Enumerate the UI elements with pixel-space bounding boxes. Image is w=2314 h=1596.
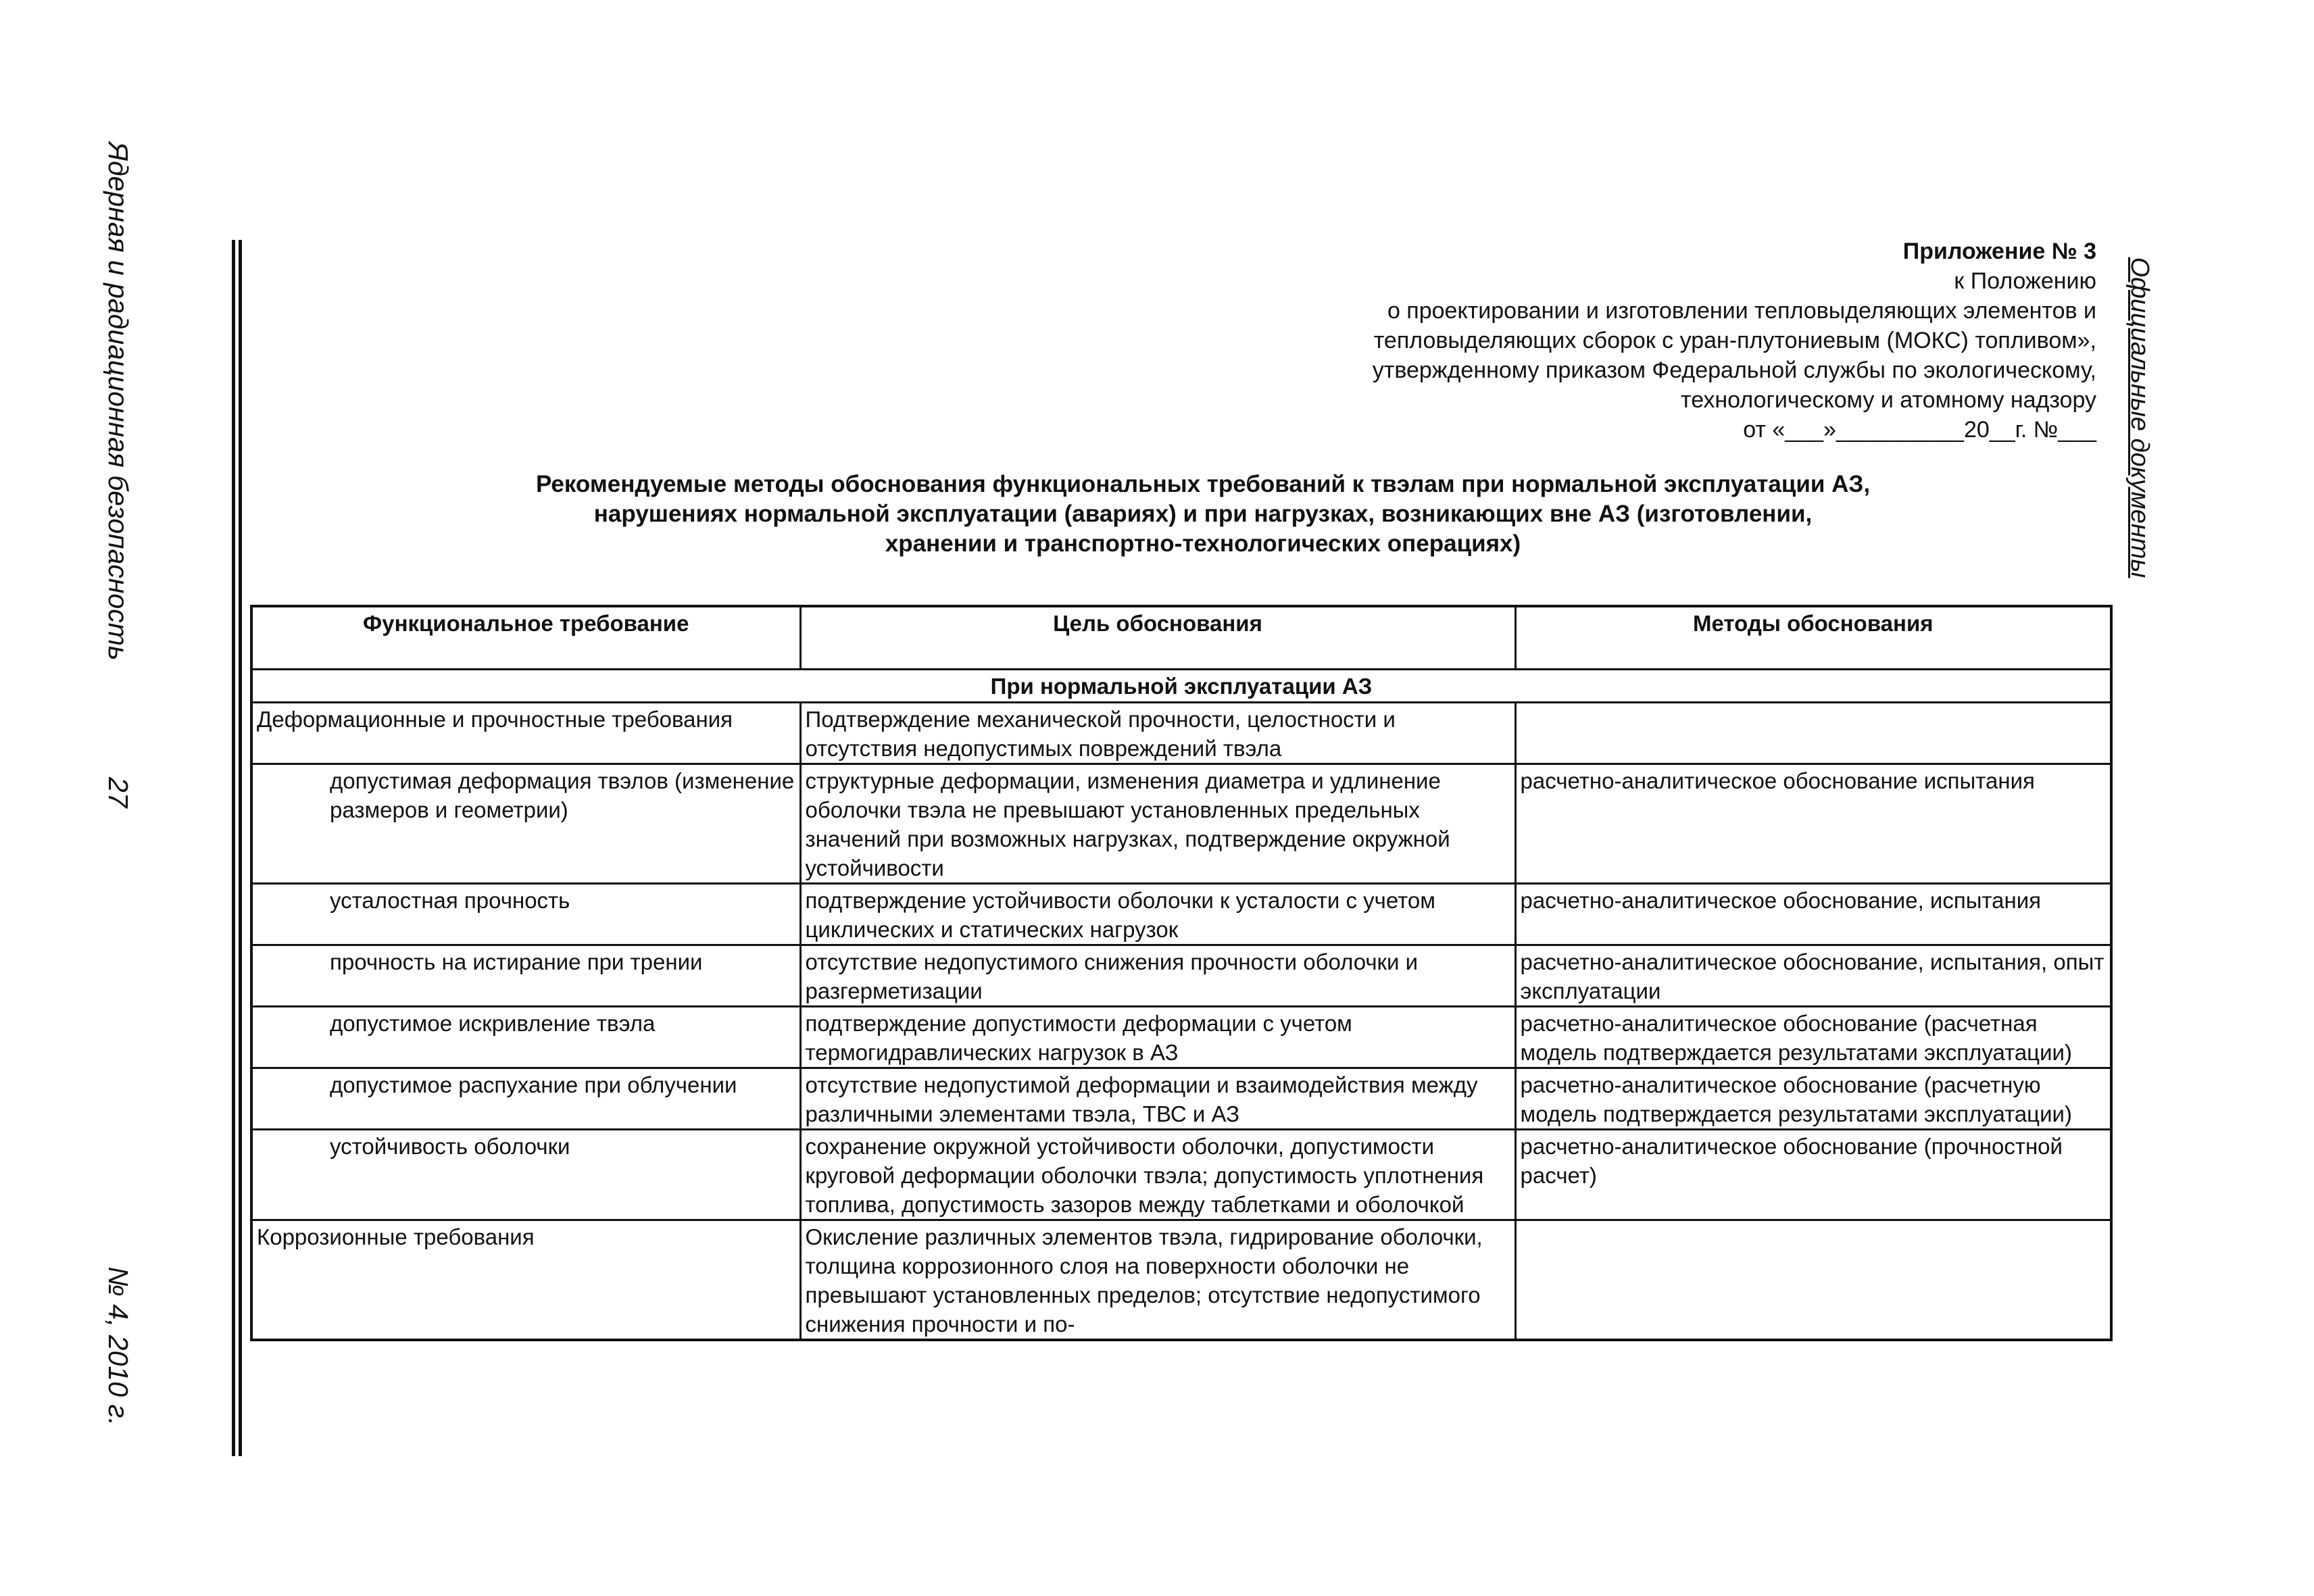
appendix-line: к Положению	[1954, 268, 2096, 294]
title-line: нарушениях нормальной эксплуатации (авариях) и при нагрузках, возникающих вне АЗ (изготовлении,	[593, 501, 1813, 527]
table-row	[251, 703, 2111, 764]
requirement-cell: допустимое искривление твэла	[251, 1007, 800, 1068]
methods-cell: расчетно-аналитическое обоснование, испытания, опыт эксплуатации	[1515, 945, 2111, 1007]
appendix-line: о проектировании и изготовлении тепловыделяющих элементов и	[1387, 298, 2096, 324]
appendix-number: Приложение № 3	[1902, 239, 2096, 264]
journal-name: Ядерная и радиационная безопасность	[103, 142, 134, 661]
table-row	[251, 1068, 2111, 1130]
issue-number: № 4, 2010 г.	[103, 1266, 134, 1426]
left-margin-running-header	[91, 142, 145, 1426]
goal-cell: Окисление различных элементов твэла, гидрирование оболочки, толщина коррозионного слоя на поверхности оболочки не превышают установленных пределов; отсутствие недопустимого снижения прочности и по-	[800, 1220, 1515, 1341]
requirement-cell: усталостная прочность	[251, 884, 800, 945]
appendix-line: от «___»__________20__г. №___	[1743, 417, 2096, 443]
section-label-official-documents: Официальные документы	[2125, 257, 2154, 578]
goal-cell: сохранение окружной устойчивости оболочки, допустимости круговой деформации оболочки твэла; допустимость уплотнения топлива, допустимость зазоров между таблетками и оболочкой	[800, 1130, 1515, 1220]
goal-cell: структурные деформации, изменения диаметра и удлинение оболочки твэла не превышают установленных предельных значений при возможных нагрузках, подтверждение окружной устойчивости	[800, 764, 1515, 884]
appendix-line: технологическому и атомному надзору	[1681, 387, 2096, 413]
appendix-line: тепловыделяющих сборок с уран-плутониевым (МОКС) топливом»,	[1373, 328, 2096, 353]
table-row	[251, 1220, 2111, 1341]
requirement-cell: допустимая деформация твэлов (изменение размеров и геометрии)	[251, 764, 800, 884]
column-header-methods: Методы обоснования	[1515, 606, 2111, 670]
section-row	[251, 670, 2111, 703]
goal-cell: подтверждение допустимости деформации с учетом термогидравлических нагрузок в АЗ	[800, 1007, 1515, 1068]
methods-cell: расчетно-аналитическое обоснование (прочностной расчет)	[1515, 1130, 2111, 1220]
requirement-cell: прочность на истирание при трении	[251, 945, 800, 1007]
section-title: При нормальной эксплуатации АЗ	[251, 670, 2111, 703]
methods-cell: расчетно-аналитическое обоснование (расчетная модель подтверждается результатами эксплуатации)	[1515, 1007, 2111, 1068]
methods-cell: расчетно-аналитическое обоснование испытания	[1515, 764, 2111, 884]
methods-cell: расчетно-аналитическое обоснование (расчетную модель подтверждается результатами эксплуатации)	[1515, 1068, 2111, 1130]
title-line: хранении и транспортно-технологических операциях)	[885, 530, 1521, 557]
requirement-cell: Коррозионные требования	[251, 1220, 800, 1341]
goal-cell: отсутствие недопустимой деформации и взаимодействия между различными элементами твэла, ТВС и АЗ	[800, 1068, 1515, 1130]
document-title	[378, 470, 2027, 559]
title-line: Рекомендуемые методы обоснования функциональных требований к твэлам при нормальной эксплуатации АЗ,	[535, 471, 1871, 497]
methods-cell	[1515, 1220, 2111, 1341]
appendix-line: утвержденному приказом Федеральной службы по экологическому,	[1372, 357, 2096, 383]
table-row	[251, 884, 2111, 945]
table-row	[251, 764, 2111, 884]
table-row	[251, 1130, 2111, 1220]
methods-cell	[1515, 703, 2111, 764]
table-header-row	[251, 606, 2111, 670]
goal-cell: Подтверждение механической прочности, целостности и отсутствия недопустимых повреждений твэла	[800, 703, 1515, 764]
requirement-cell: Деформационные и прочностные требования	[251, 703, 800, 764]
page-number: 27	[103, 777, 134, 808]
methods-cell: расчетно-аналитическое обоснование, испытания	[1515, 884, 2111, 945]
requirement-cell: устойчивость оболочки	[251, 1130, 800, 1220]
column-header-goal: Цель обоснования	[800, 606, 1515, 670]
goal-cell: подтверждение устойчивости оболочки к усталости с учетом циклических и статических нагрузок	[800, 884, 1515, 945]
table-row	[251, 945, 2111, 1007]
goal-cell: отсутствие недопустимого снижения прочности оболочки и разгерметизации	[800, 945, 1515, 1007]
margin-rule-right	[239, 240, 242, 1456]
table-row	[251, 1007, 2111, 1068]
margin-rule-left	[232, 240, 235, 1456]
column-header-requirement: Функциональное требование	[251, 606, 800, 670]
methods-table	[250, 605, 2113, 1341]
requirement-cell: допустимое распухание при облучении	[251, 1068, 800, 1130]
appendix-header	[1083, 236, 2096, 445]
